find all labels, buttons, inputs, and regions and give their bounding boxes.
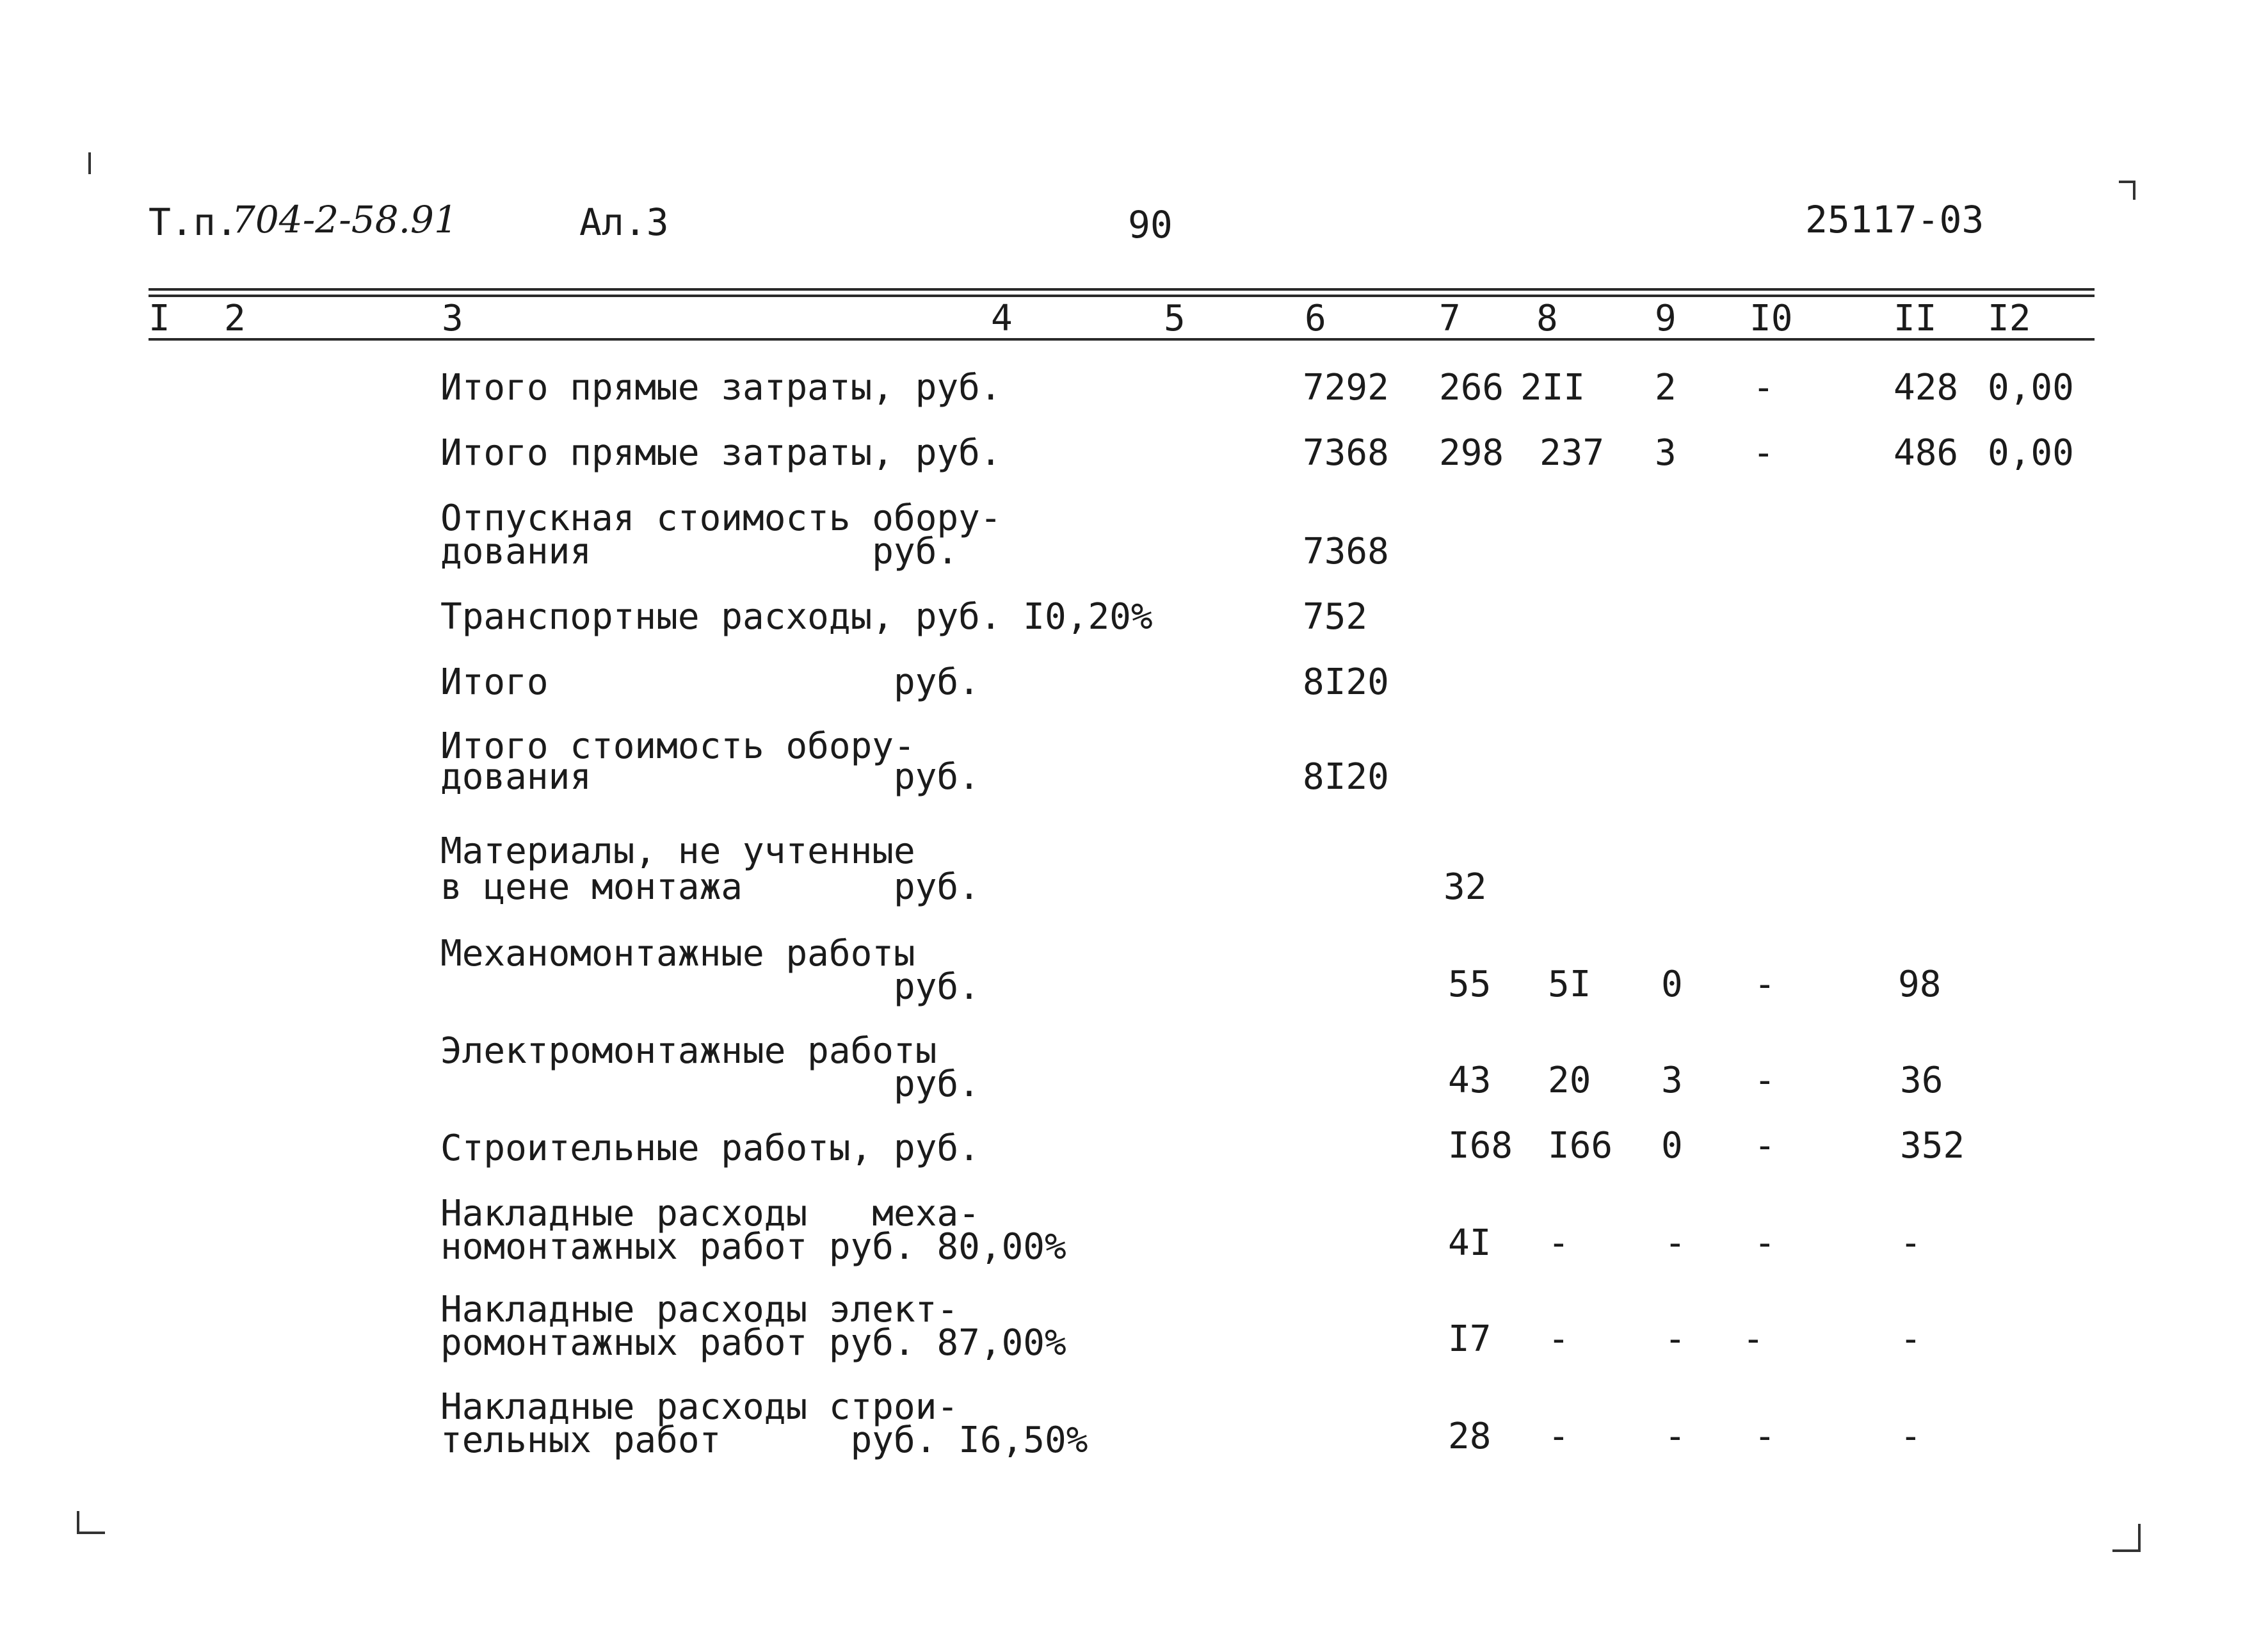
table-top-rule <box>149 288 2095 291</box>
row-label-line1: Электромонтажные работы <box>440 1030 937 1072</box>
cell-col7: 43 <box>1448 1060 1492 1101</box>
cell-col6: 8I20 <box>1303 756 1389 798</box>
cell-col8: 20 <box>1548 1060 1591 1101</box>
row-label: Итого руб. <box>440 661 980 703</box>
row-label-line2: руб. <box>440 1063 980 1105</box>
cell-col6: 7292 <box>1303 367 1389 408</box>
row-label-line2: дования руб. <box>440 531 959 572</box>
cell-col6: 8I20 <box>1303 661 1389 703</box>
column-header: I <box>149 298 170 339</box>
corner-mark-top-right <box>2119 181 2135 200</box>
cell-col7: I7 <box>1448 1318 1492 1360</box>
row-label-line2: ромонтажных работ руб. 87,00% <box>440 1322 1066 1364</box>
cell-col8: - <box>1548 1222 1570 1264</box>
column-header: 6 <box>1305 298 1326 339</box>
column-header: I2 <box>1988 298 2031 339</box>
cell-col10: - <box>1754 1222 1776 1264</box>
corner-mark-top-left <box>88 152 91 174</box>
corner-mark-bottom-right <box>2112 1524 2141 1552</box>
cell-col11: - <box>1900 1416 1922 1457</box>
cell-col6: 7368 <box>1303 531 1389 572</box>
cell-col8: 2II <box>1520 367 1586 408</box>
cell-col9: - <box>1664 1222 1686 1264</box>
cell-col7: 55 <box>1448 964 1492 1005</box>
cell-col8: 5I <box>1548 964 1591 1005</box>
cell-col9: - <box>1664 1416 1686 1457</box>
cell-col7: 266 <box>1439 367 1504 408</box>
cell-col11: 352 <box>1900 1125 1965 1167</box>
column-header: I0 <box>1749 298 1793 339</box>
cell-col6: 752 <box>1303 596 1368 638</box>
cell-col10: - <box>1742 1318 1764 1360</box>
row-label-line2: руб. <box>440 966 980 1008</box>
row-label-line1: Накладные расходы элект- <box>440 1289 959 1330</box>
corner-mark-bottom-left <box>77 1511 105 1534</box>
cell-col9: - <box>1664 1318 1686 1360</box>
column-header: II <box>1894 298 1937 339</box>
row-label-line1: Итого стоимость обору- <box>440 725 915 767</box>
project-code: 704-2-58.91 <box>232 198 458 241</box>
column-header-rule <box>149 338 2095 341</box>
row-label-line1: Накладные расходы меха- <box>440 1193 980 1234</box>
sheet-label: Ал.3 <box>579 200 669 244</box>
cell-col6: 7368 <box>1303 432 1389 474</box>
cell-col8: - <box>1548 1416 1570 1457</box>
column-header: 2 <box>224 298 246 339</box>
cell-col8: - <box>1548 1318 1570 1360</box>
row-label-line2: в цене монтажа руб. <box>440 866 980 908</box>
column-header: 8 <box>1536 298 1558 339</box>
cell-col12: 0,00 <box>1988 432 2074 474</box>
cell-col9: 3 <box>1655 432 1677 474</box>
column-header: 7 <box>1439 298 1461 339</box>
cell-col8: 237 <box>1540 432 1605 474</box>
cell-col11: - <box>1900 1318 1922 1360</box>
cell-col10: - <box>1754 1416 1776 1457</box>
cell-col12: 0,00 <box>1988 367 2074 408</box>
cell-col7: 28 <box>1448 1416 1492 1457</box>
column-header: 9 <box>1655 298 1677 339</box>
cell-col10: - <box>1753 367 1774 408</box>
table-top-rule-2 <box>149 295 2095 297</box>
cell-col7: 298 <box>1439 432 1504 474</box>
cell-col7: 32 <box>1444 866 1487 908</box>
cell-col11: 486 <box>1894 432 1959 474</box>
column-header: 4 <box>991 298 1013 339</box>
header-prefix: Т.п. <box>149 200 238 244</box>
row-label: Итого прямые затраты, руб. <box>440 367 1002 408</box>
cell-col7: I68 <box>1448 1125 1513 1167</box>
row-label-line2: тельных работ руб. I6,50% <box>440 1419 1088 1461</box>
cell-col11: - <box>1900 1222 1922 1264</box>
row-label-line1: Отпускная стоимость обору- <box>440 497 1002 539</box>
cell-col9: 0 <box>1661 1125 1683 1167</box>
row-label-line1: Материалы, не учтенные <box>440 830 915 872</box>
row-label: Итого прямые затраты, руб. <box>440 432 1002 474</box>
cell-col8: I66 <box>1548 1125 1613 1167</box>
cell-col9: 3 <box>1661 1060 1683 1101</box>
cell-col11: 36 <box>1900 1060 1943 1101</box>
cell-col10: - <box>1754 1125 1776 1167</box>
cell-col9: 0 <box>1661 964 1683 1005</box>
cell-col10: - <box>1753 432 1774 474</box>
row-label-line2: дования руб. <box>440 756 980 798</box>
document-number: 25117-03 <box>1805 198 1984 241</box>
cell-col11: 98 <box>1898 964 1942 1005</box>
column-header: 3 <box>442 298 463 339</box>
row-label-line2: номонтажных работ руб. 80,00% <box>440 1226 1066 1268</box>
cell-col7: 4I <box>1448 1222 1492 1264</box>
row-label-line1: Накладные расходы строи- <box>440 1386 959 1428</box>
row-label: Транспортные расходы, руб. I0,20% <box>440 596 1153 638</box>
row-label-line1: Механомонтажные работы <box>440 933 915 974</box>
page-number: 90 <box>1128 203 1173 247</box>
cell-col11: 428 <box>1894 367 1959 408</box>
row-label: Строительные работы, руб. <box>440 1128 980 1169</box>
column-header: 5 <box>1164 298 1186 339</box>
cell-col9: 2 <box>1655 367 1677 408</box>
cell-col10: - <box>1754 964 1776 1005</box>
cell-col10: - <box>1754 1060 1776 1101</box>
